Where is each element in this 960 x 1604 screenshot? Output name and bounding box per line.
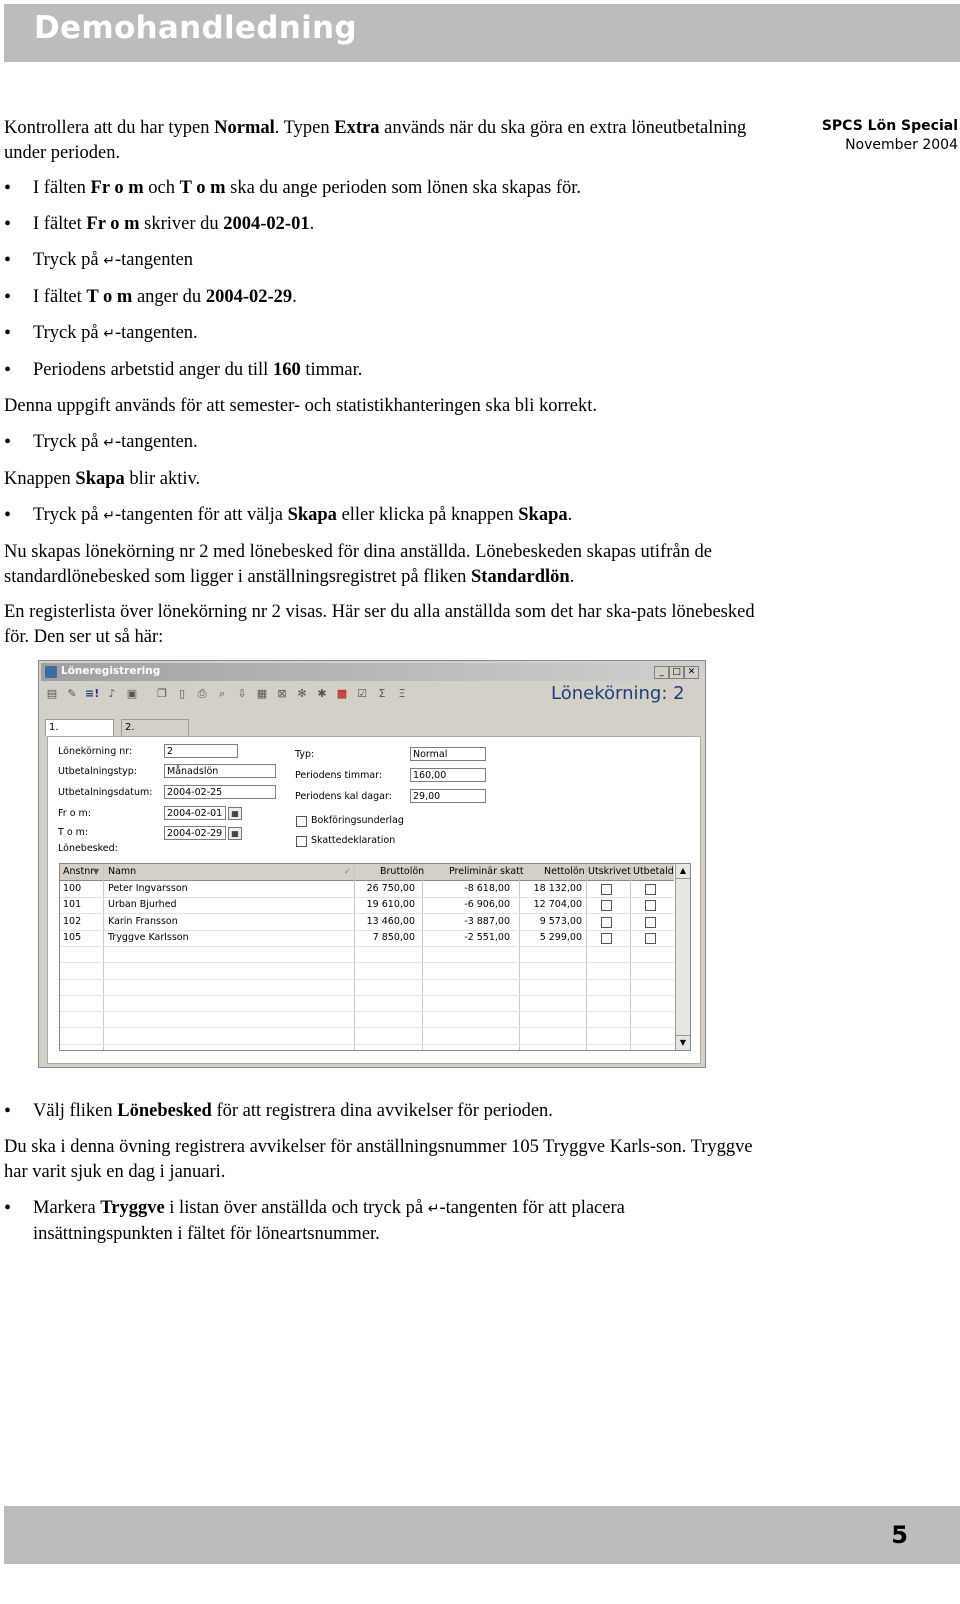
column-header[interactable]: Namn xyxy=(108,866,137,877)
row-checkbox[interactable] xyxy=(645,933,656,944)
bullet-item: • Tryck på ↵-tangenten för att välja Skapa eller klicka på knappen Skapa. xyxy=(4,503,764,529)
table-cell[interactable]: Urban Bjurhed xyxy=(108,899,177,911)
enter-key-icon: ↵ xyxy=(103,253,115,269)
table-cell[interactable]: Karin Fransson xyxy=(108,915,178,927)
row-checkbox[interactable] xyxy=(601,884,612,895)
field-label: Fr o m: xyxy=(58,808,91,819)
paragraph: En registerlista över lönekörning nr 2 visas. Här ser du alla anställda som det har ska-pats lönebesked för. Den ser ut så här: xyxy=(4,602,755,647)
check-icon: ✓ xyxy=(344,867,351,876)
tools-icon[interactable]: ✱ xyxy=(317,687,327,700)
utbetalningstyp-field[interactable]: Månadslön xyxy=(164,764,276,778)
sum-icon[interactable]: Σ xyxy=(378,687,386,700)
export-icon[interactable]: ⇩ xyxy=(237,687,247,700)
maximize-icon[interactable]: □ xyxy=(669,666,684,679)
table-cell[interactable]: 102 xyxy=(63,915,82,927)
product-date: November 2004 xyxy=(845,137,958,153)
scroll-up-icon[interactable]: ▲ xyxy=(676,864,690,879)
checkbox-label: Skattedeklaration xyxy=(311,835,396,846)
close-icon[interactable]: ✕ xyxy=(684,666,699,679)
scroll-down-icon[interactable]: ▼ xyxy=(676,1035,690,1050)
skattedeklaration-checkbox[interactable] xyxy=(296,836,307,847)
field-label: T o m: xyxy=(58,827,89,838)
bullet-item: • I fälten Fr o m och T o m ska du ange perioden som lönen ska skapas för. xyxy=(4,176,764,201)
row-checkbox[interactable] xyxy=(645,917,656,928)
minimize-icon[interactable]: _ xyxy=(654,666,669,679)
table-cell[interactable]: 9 573,00 xyxy=(539,915,582,927)
field-label: Utbetalningstyp: xyxy=(58,766,137,777)
paragraph: Denna uppgift används för att semester- och statistikhanteringen ska bli korrekt. xyxy=(4,396,598,416)
save-icon[interactable]: ▣ xyxy=(126,687,138,700)
row-checkbox[interactable] xyxy=(601,933,612,944)
table-cell[interactable]: Tryggve Karlsson xyxy=(108,931,189,943)
sound-icon[interactable]: ♪ xyxy=(108,687,116,700)
document-icon[interactable]: ▯ xyxy=(178,687,186,700)
window-title: Löneregistrering xyxy=(61,665,161,677)
column-header[interactable]: Preliminär skatt xyxy=(449,866,524,877)
tab-lonekorning[interactable]: 1. xyxy=(45,719,114,736)
close-document-icon[interactable]: ⊠ xyxy=(277,687,287,700)
new-icon[interactable]: ▤ xyxy=(46,687,58,700)
table-cell[interactable]: 19 610,00 xyxy=(366,899,415,911)
periodens-kal-dagar-field[interactable]: 29,00 xyxy=(410,789,486,803)
bullet-item: • I fältet Fr o m skriver du 2004-02-01. xyxy=(4,212,764,237)
calendar-icon[interactable]: ▦ xyxy=(228,827,242,840)
table-cell[interactable]: 26 750,00 xyxy=(366,883,415,894)
enter-key-icon: ↵ xyxy=(103,508,115,524)
table-cell[interactable]: 5 299,00 xyxy=(539,931,582,943)
list-icon[interactable]: ≡! xyxy=(85,687,100,700)
row-checkbox[interactable] xyxy=(645,900,656,911)
column-header[interactable]: Utskrivet xyxy=(588,866,631,877)
table-cell[interactable]: 7 850,00 xyxy=(372,931,415,943)
table-cell[interactable]: -3 887,00 xyxy=(464,915,510,927)
loneregistrering-window xyxy=(38,660,706,1068)
table-cell[interactable]: -2 551,00 xyxy=(464,931,510,943)
paragraph: Nu skapas lönekörning nr 2 med lönebesked för dina anställda. Lönebeskeden skapas utifrån de standardlönebesked som ligger i anställningsregistret på fliken Standardlön. xyxy=(4,542,712,587)
settings-icon[interactable]: ✻ xyxy=(297,687,307,700)
bullet-item: • Välj fliken Lönebesked för att registrera dina avvikelser för perioden. xyxy=(4,1099,764,1124)
product-name: SPCS Lön Special xyxy=(821,118,958,134)
edit-icon[interactable]: ✎ xyxy=(67,687,77,700)
bullet-item: • Tryck på ↵-tangenten. xyxy=(4,321,764,347)
page-number: 5 xyxy=(891,1521,908,1549)
field-label: Periodens kal dagar: xyxy=(295,791,392,802)
calendar-icon[interactable]: ▦ xyxy=(228,807,242,820)
print-icon[interactable]: ⎙ xyxy=(197,687,207,700)
clear-icon[interactable]: Ξ xyxy=(398,687,406,700)
table-cell[interactable]: Peter Ingvarsson xyxy=(108,883,188,894)
row-checkbox[interactable] xyxy=(601,917,612,928)
table-cell[interactable]: 12 704,00 xyxy=(533,899,582,911)
window-titlebar xyxy=(41,663,703,681)
app-icon xyxy=(45,666,57,678)
field-label: Lönekörning nr: xyxy=(58,746,133,757)
table-cell[interactable]: 18 132,00 xyxy=(533,883,582,894)
paragraph: Kontrollera att du har typen Normal. Typen Extra används när du ska göra en extra löneutbetalning under perioden. xyxy=(4,118,747,163)
utbetalningsdatum-field[interactable]: 2004-02-25 xyxy=(164,785,276,799)
table-cell[interactable]: 13 460,00 xyxy=(366,915,415,927)
column-header[interactable]: Bruttolön xyxy=(380,866,425,877)
paragraph: Knappen Skapa blir aktiv. xyxy=(4,469,201,489)
checkbox-label: Bokföringsunderlag xyxy=(311,815,404,826)
run-label: Lönekörning: 2 xyxy=(551,683,685,704)
to-date-field[interactable]: 2004-02-29 xyxy=(164,826,226,840)
row-checkbox[interactable] xyxy=(645,884,656,895)
table-cell[interactable]: 105 xyxy=(63,931,82,943)
page-title: Demohandledning xyxy=(34,10,357,46)
column-header[interactable]: Nettolön xyxy=(544,866,585,877)
enter-key-icon: ↵ xyxy=(103,326,115,342)
column-header[interactable]: Anstnr xyxy=(63,866,95,877)
lonekorning-nr-field[interactable]: 2 xyxy=(164,744,238,758)
enter-key-icon: ↵ xyxy=(103,435,115,451)
instructions-text xyxy=(4,116,764,660)
calculator-icon[interactable]: ▦ xyxy=(256,687,268,700)
from-date-field[interactable]: 2004-02-01 xyxy=(164,806,226,820)
table-cell[interactable]: -6 906,00 xyxy=(464,899,510,911)
vertical-scrollbar[interactable] xyxy=(675,864,690,1050)
instructions-text-after xyxy=(4,1099,764,1257)
bullet-item: • Tryck på ↵-tangenten xyxy=(4,248,764,274)
table-cell[interactable]: 101 xyxy=(63,899,82,911)
field-label: Typ: xyxy=(295,749,315,760)
column-header[interactable]: Utbetald xyxy=(633,866,674,877)
employee-table xyxy=(59,863,691,1051)
bullet-item: • Markera Tryggve i listan över anställda och tryck på ↵-tangenten för att placera insättningspunkten i fältet för löneartsnummer. xyxy=(4,1196,764,1247)
search-icon[interactable]: ⌕ xyxy=(218,687,226,700)
row-checkbox[interactable] xyxy=(601,900,612,911)
report-icon[interactable]: ▩ xyxy=(336,687,348,700)
bokforingsunderlag-checkbox[interactable] xyxy=(296,816,307,827)
product-note xyxy=(822,117,958,155)
sort-icon[interactable]: ▼ xyxy=(93,867,100,876)
field-label: Utbetalningsdatum: xyxy=(58,787,153,798)
form-icon[interactable]: ☑ xyxy=(357,687,367,700)
periodens-timmar-field[interactable]: 160,00 xyxy=(410,768,486,782)
copy-icon[interactable]: ❐ xyxy=(157,687,167,700)
bullet-item: • Periodens arbetstid anger du till 160 timmar. xyxy=(4,358,764,383)
bullet-item: • I fältet T o m anger du 2004-02-29. xyxy=(4,285,764,310)
page-footer-bar xyxy=(4,1506,960,1564)
typ-field[interactable]: Normal xyxy=(410,747,486,761)
bullet-item: • Tryck på ↵-tangenten. xyxy=(4,430,764,456)
lonebesked-label: Lönebesked: xyxy=(58,843,118,854)
enter-key-icon: ↵ xyxy=(427,1201,440,1217)
field-label: Periodens timmar: xyxy=(295,770,383,781)
table-cell[interactable]: 100 xyxy=(63,883,82,894)
tab-lonebesked[interactable]: 2. xyxy=(121,719,189,736)
paragraph: Du ska i denna övning registrera avvikelser för anställningsnummer 105 Tryggve Karls-son. Tryggve har varit sjuk en dag i januari. xyxy=(4,1137,753,1182)
table-cell[interactable]: -8 618,00 xyxy=(464,883,510,894)
